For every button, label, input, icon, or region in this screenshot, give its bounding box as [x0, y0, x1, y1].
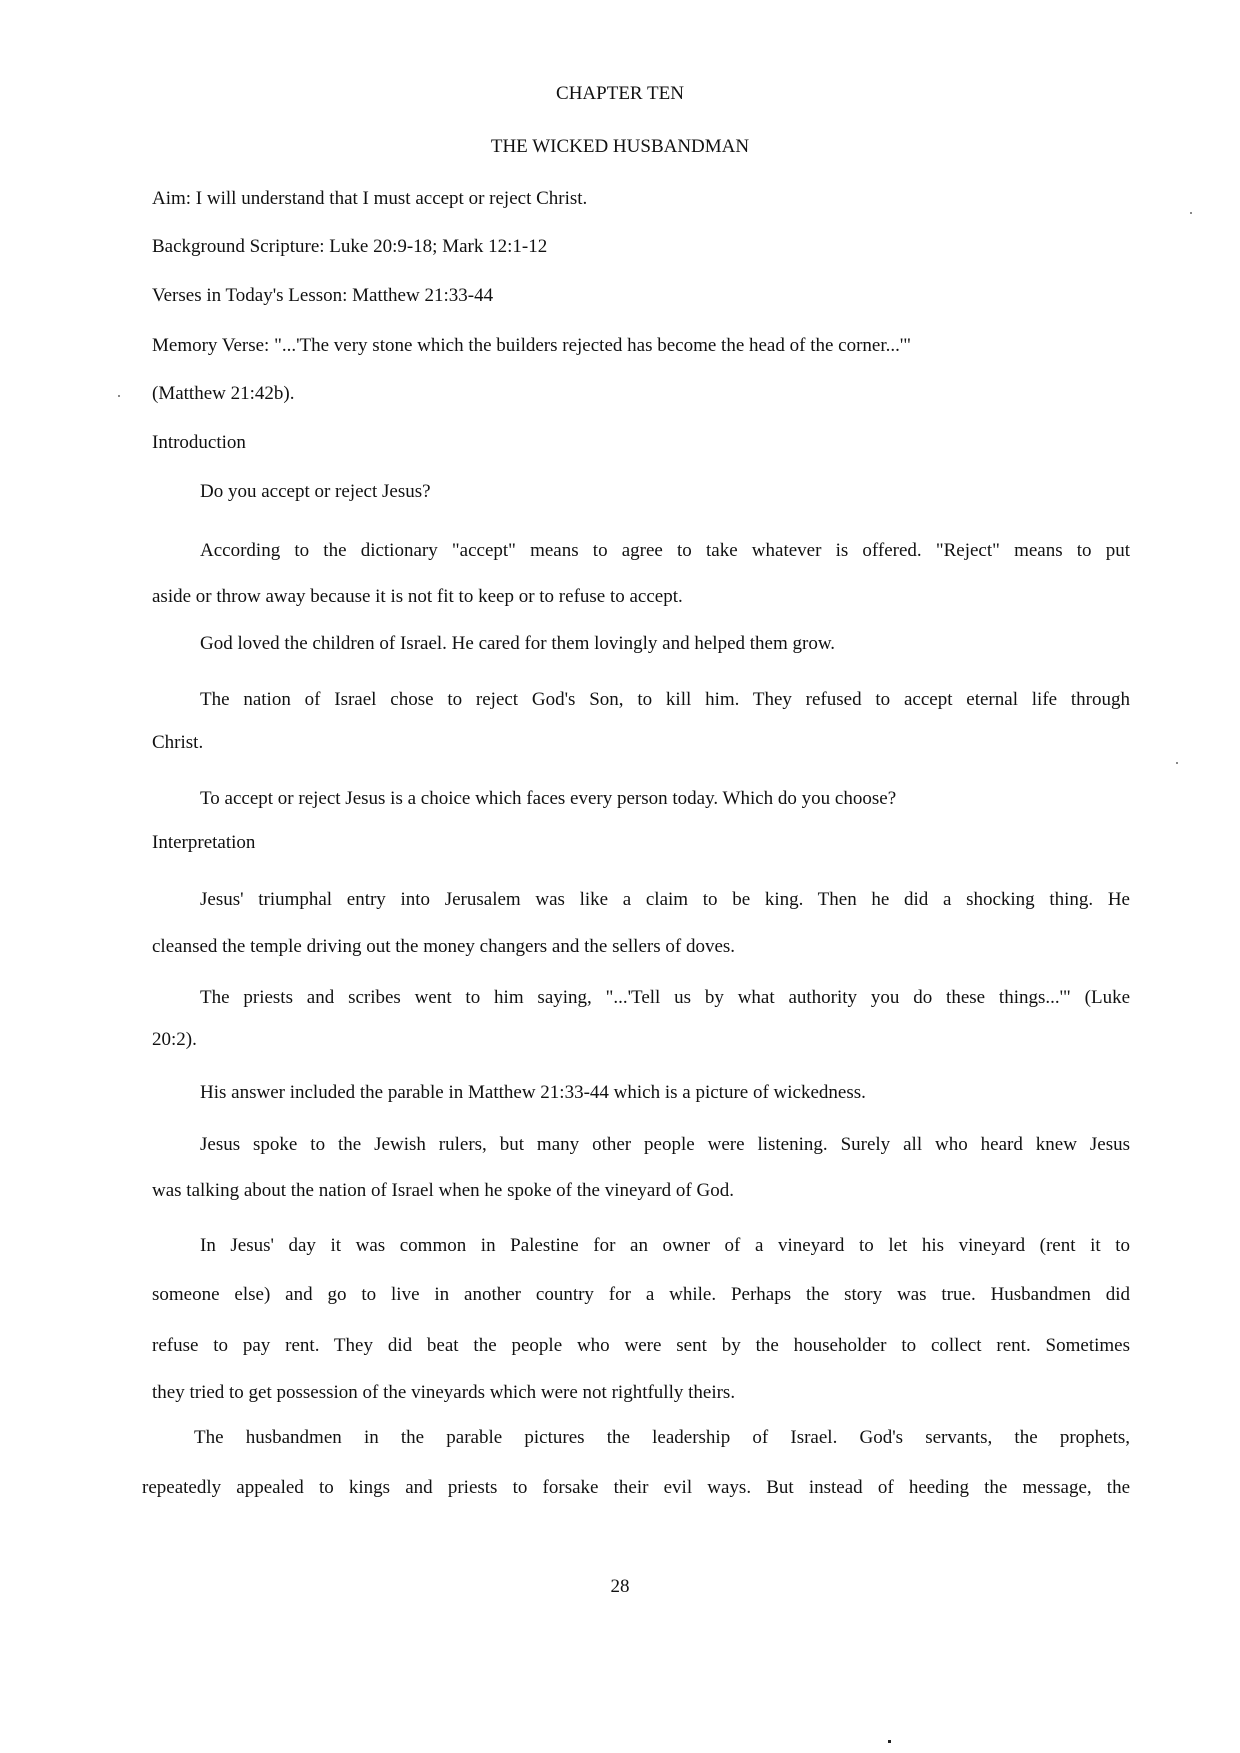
aim: Aim: I will understand that I must accept or reject Christ.	[152, 188, 588, 209]
paragraph-line: His answer included the parable in Matthew 21:33-44 which is a picture of wickedness.	[200, 1082, 866, 1103]
paragraph-line: someone else) and go to live in another country for a while. Perhaps the story was true. Husbandmen did	[152, 1284, 1130, 1305]
paragraph-line: To accept or reject Jesus is a choice which faces every person today. Which do you choose?	[200, 788, 897, 809]
paragraph-line: was talking about the nation of Israel when he spoke of the vineyard of God.	[152, 1180, 734, 1201]
paragraph-line: Christ.	[152, 732, 204, 753]
background-scripture: Background Scripture: Luke 20:9-18; Mark 12:1-12	[152, 236, 548, 257]
memory-verse-reference: (Matthew 21:42b).	[152, 383, 295, 404]
scan-speck	[888, 1740, 891, 1743]
paragraph-line: God loved the children of Israel. He cared for them lovingly and helped them grow.	[200, 633, 836, 654]
chapter-title: THE WICKED HUSBANDMAN	[490, 136, 750, 157]
paragraph-line: repeatedly appealed to kings and priests to forsake their evil ways. But instead of heeding the message, the	[142, 1477, 1130, 1498]
paragraph-line: cleansed the temple driving out the money changers and the sellers of doves.	[152, 936, 736, 957]
paragraph-line: aside or throw away because it is not fit to keep or to refuse to accept.	[152, 586, 683, 607]
paragraph-line: Do you accept or reject Jesus?	[200, 481, 431, 502]
interpretation-heading: Interpretation	[152, 832, 256, 853]
verses-in-lesson: Verses in Today's Lesson: Matthew 21:33-44	[152, 285, 494, 306]
paragraph-line: Jesus spoke to the Jewish rulers, but many other people were listening. Surely all who heard knew Jesus	[200, 1134, 1130, 1155]
scan-speck	[1190, 212, 1192, 214]
paragraph-line: 20:2).	[152, 1029, 197, 1050]
paragraph-line: they tried to get possession of the vineyards which were not rightfully theirs.	[152, 1382, 736, 1403]
paragraph-line: The priests and scribes went to him saying, "...'Tell us by what authority you do these things...'" (Luke	[200, 987, 1130, 1008]
paragraph-line: The nation of Israel chose to reject God's Son, to kill him. They refused to accept eternal life through	[200, 689, 1130, 710]
scan-speck	[118, 395, 120, 397]
paragraph-line: In Jesus' day it was common in Palestine for an owner of a vineyard to let his vineyard (rent it to	[200, 1235, 1130, 1256]
paragraph-line: According to the dictionary "accept" means to agree to take whatever is offered. "Reject" means to put	[200, 540, 1130, 561]
introduction-heading: Introduction	[152, 432, 246, 453]
paragraph-line: The husbandmen in the parable pictures the leadership of Israel. God's servants, the prophets,	[194, 1427, 1130, 1448]
paragraph-line: Jesus' triumphal entry into Jerusalem was like a claim to be king. Then he did a shocking thing. He	[200, 889, 1130, 910]
page-number: 28	[610, 1576, 630, 1597]
paragraph-line: refuse to pay rent. They did beat the people who were sent by the householder to collect rent. Sometimes	[152, 1335, 1130, 1356]
memory-verse: Memory Verse: "...'The very stone which the builders rejected has become the head of the corner...'"	[152, 335, 912, 356]
chapter-number: CHAPTER TEN	[556, 83, 684, 104]
scan-speck	[1176, 762, 1178, 764]
